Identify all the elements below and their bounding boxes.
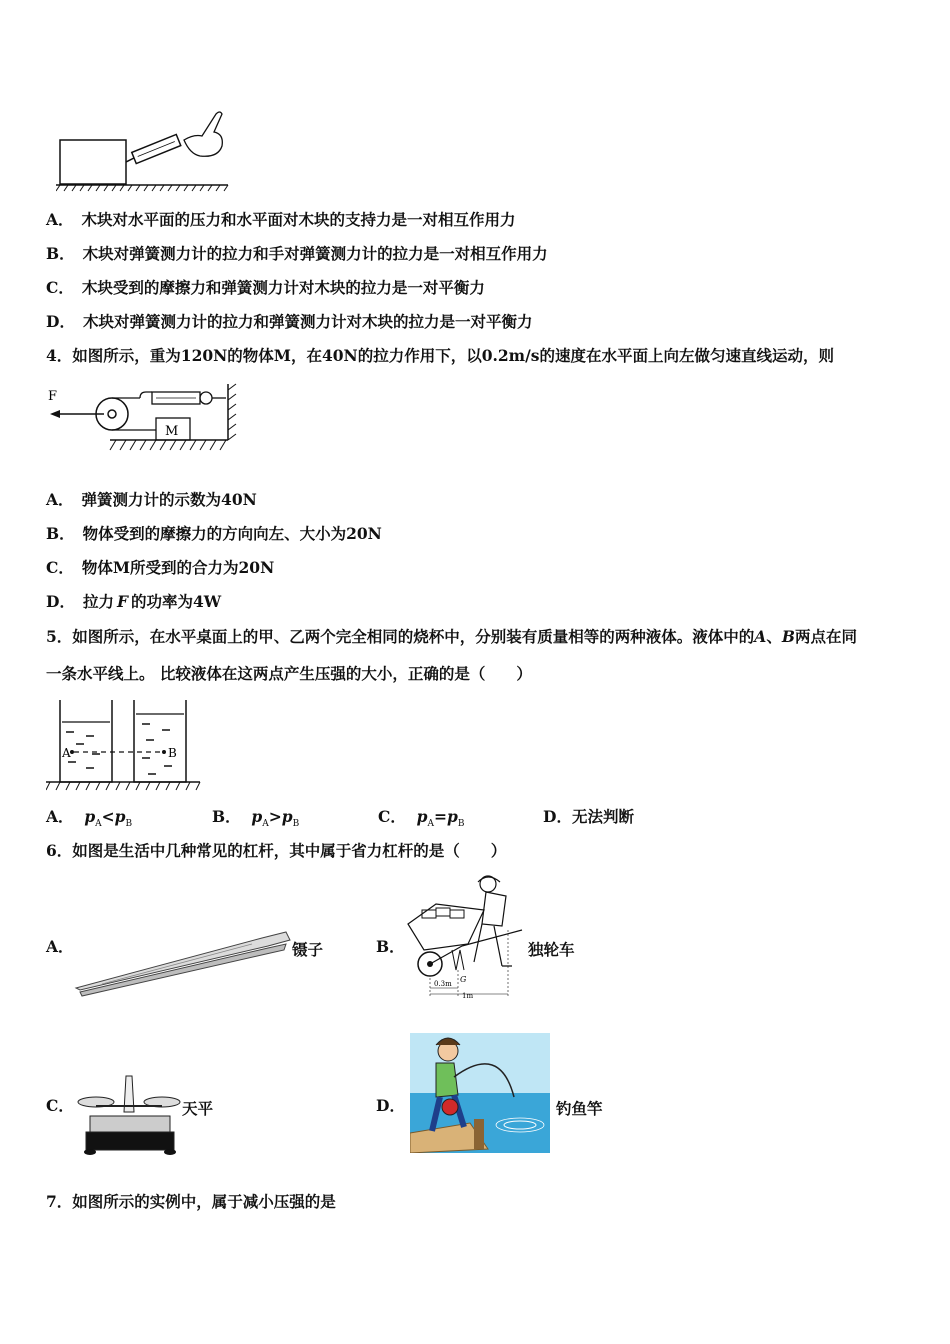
q4-option-a[interactable]: A． 弹簧测力计的示数为40N (46, 490, 257, 509)
q4-block-label: M (165, 424, 179, 439)
q5-option-d[interactable]: D．无法判断 (543, 807, 634, 826)
q3-option-d[interactable]: D． 木块对弹簧测力计的拉力和弹簧测力计对木块的拉力是一对平衡力 (46, 312, 533, 331)
q5-stem-line1: 5．如图所示，在水平桌面上的甲、乙两个完全相同的烧杯中，分别装有质量相等的两种液体。液体中的A、B两点在同 (46, 627, 857, 646)
q5-point-b-label: B (168, 746, 177, 760)
q4-pulley-figure (46, 380, 242, 456)
q6-dim-1m: 1m (462, 992, 474, 1000)
q3-option-a[interactable]: A． 木块对水平面的压力和水平面对木块的支持力是一对相互作用力 (46, 210, 516, 229)
q6-dim-0-3m: 0.3m (434, 980, 452, 988)
q7-stem: 7．如图所示的实例中，属于减小压强的是 (46, 1192, 336, 1211)
q3-option-c[interactable]: C． 木块受到的摩擦力和弹簧测力计对木块的拉力是一对平衡力 (46, 278, 485, 297)
q4-option-d[interactable]: D． 拉力 F 的功率为4W (46, 592, 222, 611)
q5-point-a-label: A (62, 746, 71, 760)
q6-stem: 6．如图是生活中几种常见的杠杆，其中属于省力杠杆的是（ ） (46, 841, 507, 860)
q4-stem: 4．如图所示，重为120N的物体M，在40N的拉力作用下，以0.2m/s的速度在水平面上向左做匀速直线运动，则 (46, 346, 834, 365)
q5-option-b[interactable]: B． $p_A>p_B$ (212, 807, 300, 830)
q6-option-c-label[interactable]: C． (46, 1096, 74, 1115)
q5-stem-line2: 一条水平线上。 比较液体在这两点产生压强的大小，正确的是（ ） (46, 664, 532, 683)
q6-option-b-label[interactable]: B． (376, 937, 405, 956)
q5-beakers-figure (46, 696, 202, 796)
q6-wheelbarrow-figure (402, 870, 530, 1000)
q6-option-a-caption: 镊子 (292, 940, 324, 959)
q6-option-c-caption: 天平 (182, 1099, 214, 1118)
q6-g-label: G (460, 975, 467, 984)
q6-option-d-caption: 钓鱼竿 (556, 1099, 603, 1118)
q6-tweezers-figure (72, 928, 292, 998)
q3-block-spring-figure (56, 98, 232, 192)
q6-option-d-label[interactable]: D． (376, 1096, 405, 1115)
q5-option-c[interactable]: C． $p_A=p_B$ (378, 807, 465, 830)
q4-option-b[interactable]: B． 物体受到的摩擦力的方向向左、大小为20N (46, 524, 382, 543)
q6-fishing-figure (410, 1033, 550, 1153)
q6-balance-figure (74, 1072, 186, 1158)
q5-option-a[interactable]: A． $p_A<p_B$ (46, 807, 133, 830)
q4-option-c[interactable]: C． 物体M所受到的合力为20N (46, 558, 275, 577)
q6-option-a-label[interactable]: A． (46, 937, 74, 956)
q3-option-b[interactable]: B． 木块对弹簧测力计的拉力和手对弹簧测力计的拉力是一对相互作用力 (46, 244, 548, 263)
q4-force-label: F (48, 389, 58, 404)
q6-option-b-caption: 独轮车 (528, 940, 575, 959)
